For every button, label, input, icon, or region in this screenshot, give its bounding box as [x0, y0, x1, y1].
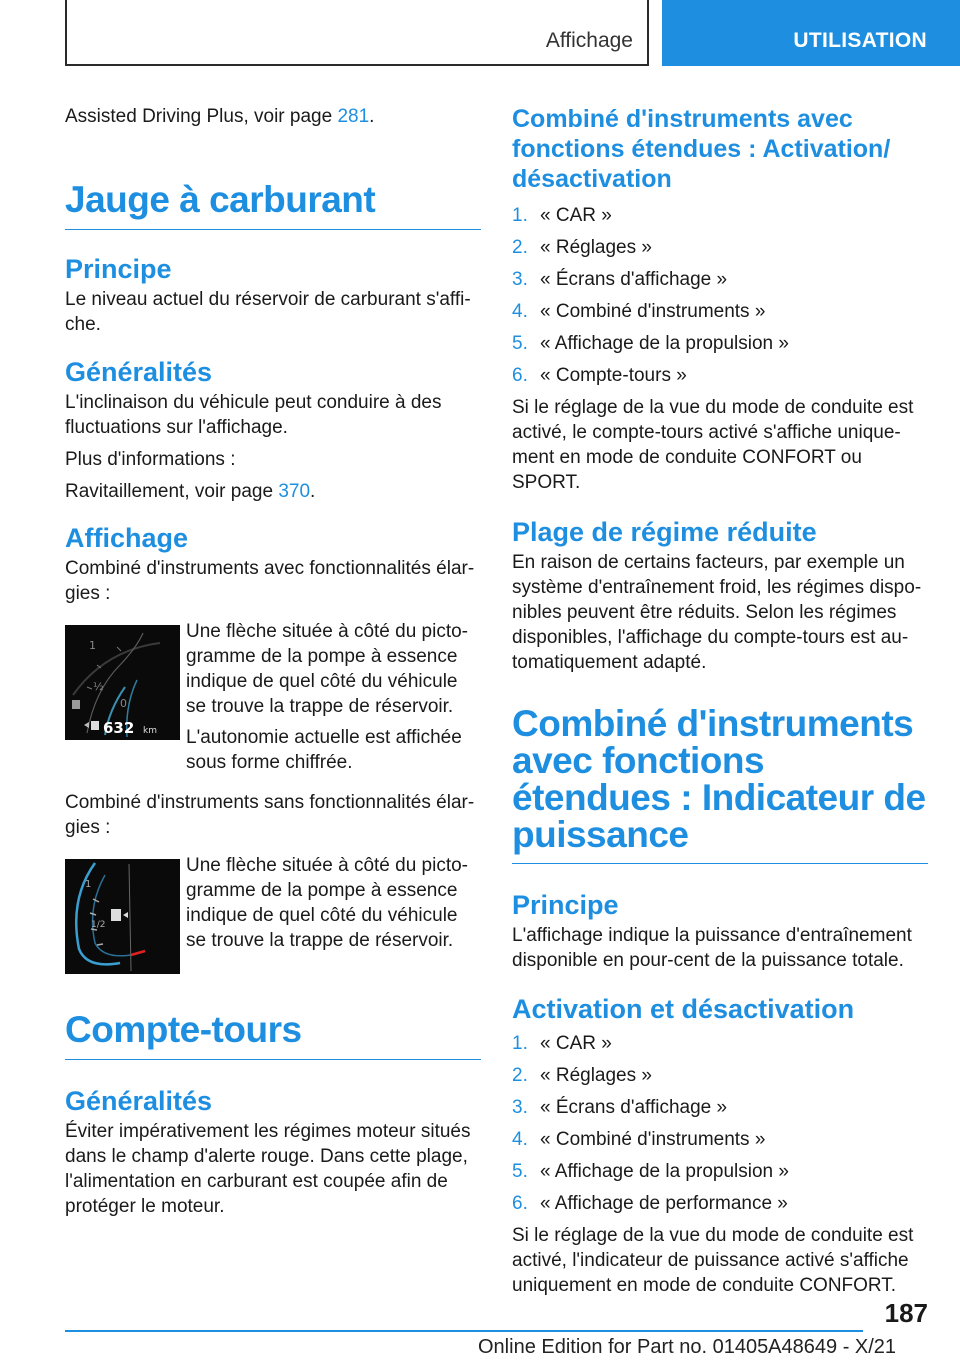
header-chapter-tab — [662, 0, 960, 66]
list-item: 1. « CAR » — [512, 205, 612, 226]
header-section-title: Affichage — [545, 29, 633, 52]
intro-paragraph: Assisted Driving Plus, voir page 281. — [65, 106, 375, 127]
list-item: 2. « Réglages » — [512, 1065, 652, 1086]
figure-extended-cluster — [65, 619, 481, 775]
list-item: 2. « Réglages » — [512, 237, 652, 258]
refuel-reference: Ravitaillement, voir page 370. — [65, 481, 316, 502]
tachometer-note: Si le réglage de la vue du mode de conduite est activé, le compte-tours activé s'affiche unique-ment en mode de conduite CONFORT ou SPORT. — [512, 397, 914, 493]
list-item: 3. « Écrans d'affichage » — [512, 1097, 728, 1118]
heading-fuel-gauge: Jauge à carburant — [65, 181, 481, 230]
heading-activation: Activation et désactivation — [512, 994, 855, 1024]
list-item: 3. « Écrans d'affichage » — [512, 269, 728, 290]
header-chapter-title: UTILISATION — [793, 29, 927, 52]
page-number: 187 — [884, 1298, 928, 1328]
list-item: 6. « Compte-tours » — [512, 365, 687, 386]
list-item: 5. « Affichage de la propulsion » — [512, 1161, 789, 1182]
more-info-text: Plus d'informations : — [65, 449, 236, 470]
heading-extended-activation: Combiné d'instruments avec fonctions étendues : Activation/ désactivation — [512, 105, 891, 193]
general-text: L'inclinaison du véhicule peut conduire à des fluctuations sur l'affichage. — [65, 392, 442, 438]
figure-standard-cluster — [65, 853, 481, 983]
gauge-full-label: 1 — [89, 639, 96, 652]
heading-power-indicator: Combiné d'instruments avec fonctions étendues : Indicateur de puissance — [512, 705, 928, 864]
tacho-general-text: Éviter impérativement les régimes moteur situés dans le champ d'alerte rouge. Dans cette plage, l'alimentation en carburant est coupée afin de protéger le moteur. — [65, 1121, 471, 1217]
left-column — [65, 104, 481, 1219]
list-item: 4. « Combiné d'instruments » — [512, 1129, 766, 1150]
extended-fuel-gauge-image — [65, 625, 180, 740]
reduced-range-text: En raison de certains facteurs, par exemple un système d'entraînement froid, les régimes dispo-nibles peuvent être réduits. Selon les régimes disponibles, l'affichage du compte-tours est au-tomatiquement adapté. — [512, 552, 922, 673]
gauge-full-label: 1 — [85, 879, 92, 890]
page-link-281[interactable]: 281 — [337, 106, 370, 127]
heading-tacho-general: Généralités — [65, 1086, 213, 1116]
heading-power-principle: Principe — [512, 890, 619, 920]
display-standard-text: Combiné d'instruments sans fonctionnalités élar-gies : — [65, 792, 475, 838]
page-link-370[interactable]: 370 — [278, 481, 311, 502]
heading-general: Généralités — [65, 357, 213, 387]
range-unit: km — [143, 726, 157, 736]
standard-fuel-gauge-image — [65, 859, 180, 974]
list-item: 6. « Affichage de performance » — [512, 1193, 788, 1214]
figure1-range-note: L'autonomie actuelle est affichée sous forme chiffrée. — [186, 727, 462, 773]
footer-edition: Online Edition for Part no. 01405A48649 - X/21 — [478, 1336, 897, 1358]
figure2-description: Une flèche située à côté du picto-gramme de la pompe à essence indique de quel côté du véhicule se trouve la trappe de réservoir. — [186, 855, 469, 951]
header-section-tab — [65, 0, 649, 66]
gauge-half-label: ½ — [93, 680, 104, 693]
heading-tachometer: Compte-tours — [65, 1011, 481, 1060]
gauge-empty-label: 0 — [120, 697, 127, 710]
steps-list-tachometer — [512, 200, 928, 392]
list-item: 4. « Combiné d'instruments » — [512, 301, 766, 322]
heading-principle: Principe — [65, 254, 172, 284]
heading-reduced-range: Plage de régime réduite — [512, 517, 817, 547]
gauge-half-label: 1/2 — [91, 920, 106, 930]
power-principle-text: L'affichage indique la puissance d'entraînement disponible en pour-cent de la puissance totale. — [512, 925, 912, 971]
footer-divider — [65, 1330, 863, 1332]
range-value: 632 — [103, 719, 135, 737]
steps-list-performance — [512, 1028, 928, 1220]
principle-text: Le niveau actuel du réservoir de carburant s'affi-che. — [65, 289, 471, 335]
display-extended-text: Combiné d'instruments avec fonctionnalités élar-gies : — [65, 558, 475, 604]
list-item: 1. « CAR » — [512, 1033, 612, 1054]
heading-display: Affichage — [65, 523, 189, 553]
list-item: 5. « Affichage de la propulsion » — [512, 333, 789, 354]
right-column — [512, 104, 928, 1298]
performance-note: Si le réglage de la vue du mode de conduite est activé, l'indicateur de puissance activé s'affiche uniquement en mode de conduite CONFORT. — [512, 1225, 914, 1296]
figure1-description: Une flèche située à côté du picto-gramme de la pompe à essence indique de quel côté du véhicule se trouve la trappe de réservoir. — [186, 621, 469, 717]
